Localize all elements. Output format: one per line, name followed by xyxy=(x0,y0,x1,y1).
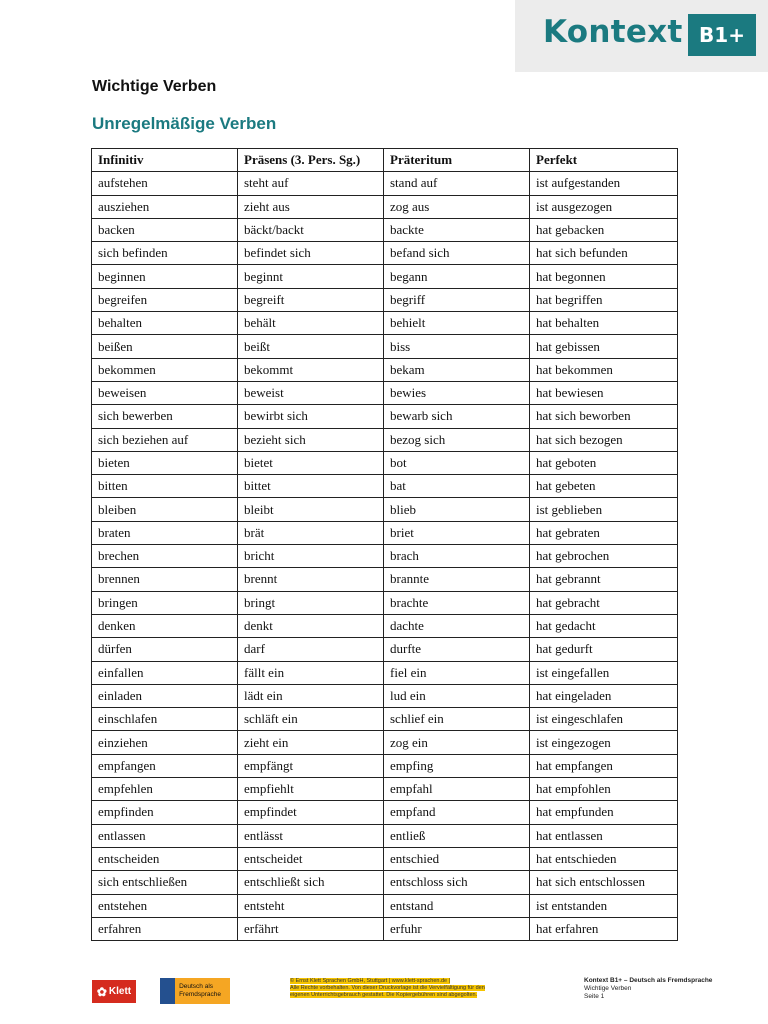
table-row xyxy=(92,498,678,521)
cell-praesens: fällt ein xyxy=(238,661,384,684)
column-header-perfekt: Perfekt xyxy=(530,149,678,172)
cell-infinitiv: bitten xyxy=(92,475,238,498)
cell-praeteritum: befand sich xyxy=(384,242,530,265)
cell-perfekt: hat gedacht xyxy=(530,614,678,637)
cell-praesens: entlässt xyxy=(238,824,384,847)
table-row xyxy=(92,335,678,358)
cell-praesens: bittet xyxy=(238,475,384,498)
cell-praeteritum: empfahl xyxy=(384,778,530,801)
table-row xyxy=(92,288,678,311)
cell-praeteritum: begann xyxy=(384,265,530,288)
book-info xyxy=(584,977,712,1001)
cell-infinitiv: empfehlen xyxy=(92,778,238,801)
book-title: Kontext B1+ – Deutsch als Fremdsprache xyxy=(584,977,713,984)
cell-perfekt: hat gebissen xyxy=(530,335,678,358)
cell-perfekt: hat erfahren xyxy=(530,917,678,940)
cell-perfekt: ist eingefallen xyxy=(530,661,678,684)
cell-praeteritum: entstand xyxy=(384,894,530,917)
cell-praeteritum: begriff xyxy=(384,288,530,311)
cell-praesens: empfindet xyxy=(238,801,384,824)
cell-infinitiv: einladen xyxy=(92,684,238,707)
column-header-praesens: Präsens (3. Pers. Sg.) xyxy=(238,149,384,172)
table-body xyxy=(92,172,678,941)
cell-praesens: bringt xyxy=(238,591,384,614)
cell-praesens: beißt xyxy=(238,335,384,358)
table-row xyxy=(92,521,678,544)
cell-praeteritum: erfuhr xyxy=(384,917,530,940)
klett-logo-text: Klett xyxy=(108,986,132,997)
cell-praeteritum: bewies xyxy=(384,381,530,404)
footer xyxy=(0,975,768,1024)
cell-perfekt: hat geboten xyxy=(530,451,678,474)
verb-table xyxy=(91,148,678,941)
cell-infinitiv: bleiben xyxy=(92,498,238,521)
cell-infinitiv: einfallen xyxy=(92,661,238,684)
table-row xyxy=(92,708,678,731)
cell-perfekt: hat gebracht xyxy=(530,591,678,614)
cell-praesens: brät xyxy=(238,521,384,544)
cell-praeteritum: bezog sich xyxy=(384,428,530,451)
document-title: Wichtige Verben xyxy=(92,78,217,95)
klett-mark-icon: ✿ xyxy=(96,984,107,999)
cell-perfekt: hat gebrannt xyxy=(530,568,678,591)
cell-perfekt: hat sich beworben xyxy=(530,405,678,428)
copyright-line: Alle Rechte vorbehalten. Von dieser Druckvorlage ist die Vervielfältigung für den xyxy=(290,985,485,991)
table-row xyxy=(92,731,678,754)
table-row xyxy=(92,917,678,940)
cell-praesens: entsteht xyxy=(238,894,384,917)
cell-perfekt: hat sich befunden xyxy=(530,242,678,265)
cell-praesens: bleibt xyxy=(238,498,384,521)
cell-perfekt: hat gebeten xyxy=(530,475,678,498)
cell-infinitiv: aufstehen xyxy=(92,172,238,195)
level-badge: B1+ xyxy=(688,14,756,56)
daf-logo-mark xyxy=(160,978,175,1004)
cell-perfekt: hat gebrochen xyxy=(530,545,678,568)
column-header-infinitiv: Infinitiv xyxy=(92,149,238,172)
cell-praesens: entscheidet xyxy=(238,847,384,870)
table-row xyxy=(92,894,678,917)
cell-praeteritum: biss xyxy=(384,335,530,358)
cell-infinitiv: bekommen xyxy=(92,358,238,381)
cell-infinitiv: bringen xyxy=(92,591,238,614)
cell-infinitiv: brechen xyxy=(92,545,238,568)
table-row xyxy=(92,381,678,404)
cell-perfekt: ist aufgestanden xyxy=(530,172,678,195)
cell-perfekt: hat bewiesen xyxy=(530,381,678,404)
cell-perfekt: hat gedurft xyxy=(530,638,678,661)
cell-infinitiv: entlassen xyxy=(92,824,238,847)
table-row xyxy=(92,358,678,381)
cell-praeteritum: briet xyxy=(384,521,530,544)
daf-logo xyxy=(160,978,230,1004)
cell-infinitiv: empfangen xyxy=(92,754,238,777)
table-row xyxy=(92,847,678,870)
cell-infinitiv: dürfen xyxy=(92,638,238,661)
cell-praesens: begreift xyxy=(238,288,384,311)
cell-praesens: steht auf xyxy=(238,172,384,195)
cell-praesens: bekommt xyxy=(238,358,384,381)
cell-perfekt: hat empfunden xyxy=(530,801,678,824)
cell-perfekt: hat begonnen xyxy=(530,265,678,288)
cell-praesens: zieht aus xyxy=(238,195,384,218)
cell-praesens: darf xyxy=(238,638,384,661)
cell-praesens: lädt ein xyxy=(238,684,384,707)
cell-infinitiv: sich beziehen auf xyxy=(92,428,238,451)
cell-infinitiv: entscheiden xyxy=(92,847,238,870)
cell-praeteritum: bat xyxy=(384,475,530,498)
cell-praeteritum: entließ xyxy=(384,824,530,847)
daf-logo-text: Deutsch als Fremdsprache xyxy=(179,983,221,998)
cell-praesens: denkt xyxy=(238,614,384,637)
cell-praeteritum: dachte xyxy=(384,614,530,637)
cell-perfekt: ist eingeschlafen xyxy=(530,708,678,731)
cell-infinitiv: sich entschließen xyxy=(92,871,238,894)
cell-perfekt: hat empfohlen xyxy=(530,778,678,801)
cell-infinitiv: empfinden xyxy=(92,801,238,824)
table-row xyxy=(92,545,678,568)
table-row xyxy=(92,195,678,218)
cell-praeteritum: stand auf xyxy=(384,172,530,195)
table-row xyxy=(92,405,678,428)
cell-infinitiv: einschlafen xyxy=(92,708,238,731)
table-row xyxy=(92,871,678,894)
page-number: Seite 1 xyxy=(584,993,605,1000)
cell-praeteritum: lud ein xyxy=(384,684,530,707)
table-row xyxy=(92,312,678,335)
table-row xyxy=(92,218,678,241)
cell-praeteritum: bewarb sich xyxy=(384,405,530,428)
table-row xyxy=(92,475,678,498)
table-header-row xyxy=(92,149,678,172)
cell-praeteritum: zog aus xyxy=(384,195,530,218)
copyright-line: © Ernst Klett Sprachen GmbH, Stuttgart | www.klett-sprachen.de | xyxy=(290,978,451,984)
cell-praeteritum: blieb xyxy=(384,498,530,521)
cell-perfekt: hat behalten xyxy=(530,312,678,335)
cell-perfekt: hat gebraten xyxy=(530,521,678,544)
cell-praesens: entschließt sich xyxy=(238,871,384,894)
cell-perfekt: hat begriffen xyxy=(530,288,678,311)
section-title: Unregelmäßige Verben xyxy=(92,114,277,133)
cell-praesens: zieht ein xyxy=(238,731,384,754)
cell-praesens: bietet xyxy=(238,451,384,474)
cell-praesens: empfiehlt xyxy=(238,778,384,801)
copyright-line: eigenen Unterrichtsgebrauch gestattet. Die Kopiergebühren sind abgegolten. xyxy=(290,992,478,998)
cell-praesens: erfährt xyxy=(238,917,384,940)
cell-infinitiv: denken xyxy=(92,614,238,637)
cell-perfekt: hat entlassen xyxy=(530,824,678,847)
cell-infinitiv: backen xyxy=(92,218,238,241)
cell-perfekt: ist eingezogen xyxy=(530,731,678,754)
table-row xyxy=(92,265,678,288)
cell-praesens: bricht xyxy=(238,545,384,568)
cell-praeteritum: entschloss sich xyxy=(384,871,530,894)
cell-perfekt: hat empfangen xyxy=(530,754,678,777)
cell-infinitiv: beweisen xyxy=(92,381,238,404)
cell-praesens: bewirbt sich xyxy=(238,405,384,428)
table-row xyxy=(92,638,678,661)
book-subtitle: Wichtige Verben xyxy=(584,985,632,992)
cell-praeteritum: brachte xyxy=(384,591,530,614)
cell-praeteritum: empfing xyxy=(384,754,530,777)
cell-praesens: beginnt xyxy=(238,265,384,288)
klett-logo xyxy=(92,980,136,1003)
column-header-praeteritum: Präteritum xyxy=(384,149,530,172)
table-row xyxy=(92,684,678,707)
cell-praesens: beweist xyxy=(238,381,384,404)
cell-praeteritum: bekam xyxy=(384,358,530,381)
table-row xyxy=(92,172,678,195)
cell-praeteritum: schlief ein xyxy=(384,708,530,731)
cell-praesens: behält xyxy=(238,312,384,335)
cell-praeteritum: bot xyxy=(384,451,530,474)
cell-infinitiv: beginnen xyxy=(92,265,238,288)
cell-infinitiv: braten xyxy=(92,521,238,544)
cell-praesens: empfängt xyxy=(238,754,384,777)
cell-praeteritum: durfte xyxy=(384,638,530,661)
cell-infinitiv: beißen xyxy=(92,335,238,358)
table-row xyxy=(92,451,678,474)
cell-infinitiv: einziehen xyxy=(92,731,238,754)
cell-infinitiv: sich bewerben xyxy=(92,405,238,428)
cell-infinitiv: begreifen xyxy=(92,288,238,311)
table-row xyxy=(92,824,678,847)
cell-infinitiv: erfahren xyxy=(92,917,238,940)
cell-infinitiv: sich befinden xyxy=(92,242,238,265)
cell-praeteritum: behielt xyxy=(384,312,530,335)
cell-perfekt: hat sich entschlossen xyxy=(530,871,678,894)
cell-perfekt: hat sich bezogen xyxy=(530,428,678,451)
cell-praesens: bezieht sich xyxy=(238,428,384,451)
table-row xyxy=(92,428,678,451)
cell-praeteritum: fiel ein xyxy=(384,661,530,684)
cell-perfekt: ist ausgezogen xyxy=(530,195,678,218)
cell-perfekt: hat entschieden xyxy=(530,847,678,870)
table-row xyxy=(92,614,678,637)
cell-praesens: bäckt/backt xyxy=(238,218,384,241)
cell-infinitiv: ausziehen xyxy=(92,195,238,218)
cell-perfekt: ist entstanden xyxy=(530,894,678,917)
cell-perfekt: hat eingeladen xyxy=(530,684,678,707)
cell-praeteritum: brach xyxy=(384,545,530,568)
cell-infinitiv: entstehen xyxy=(92,894,238,917)
cell-perfekt: ist geblieben xyxy=(530,498,678,521)
table-row xyxy=(92,568,678,591)
cell-perfekt: hat gebacken xyxy=(530,218,678,241)
table-row xyxy=(92,591,678,614)
cell-praeteritum: zog ein xyxy=(384,731,530,754)
cell-praeteritum: brannte xyxy=(384,568,530,591)
cell-praeteritum: backte xyxy=(384,218,530,241)
copyright-notice xyxy=(290,978,526,999)
cell-infinitiv: behalten xyxy=(92,312,238,335)
table-row xyxy=(92,242,678,265)
cell-praesens: schläft ein xyxy=(238,708,384,731)
table-row xyxy=(92,661,678,684)
cell-praeteritum: entschied xyxy=(384,847,530,870)
table-row xyxy=(92,754,678,777)
cell-praesens: befindet sich xyxy=(238,242,384,265)
cell-infinitiv: brennen xyxy=(92,568,238,591)
table-row xyxy=(92,778,678,801)
cell-infinitiv: bieten xyxy=(92,451,238,474)
brand-logo: Kontext xyxy=(543,14,683,50)
cell-praesens: brennt xyxy=(238,568,384,591)
cell-perfekt: hat bekommen xyxy=(530,358,678,381)
table-row xyxy=(92,801,678,824)
cell-praeteritum: empfand xyxy=(384,801,530,824)
